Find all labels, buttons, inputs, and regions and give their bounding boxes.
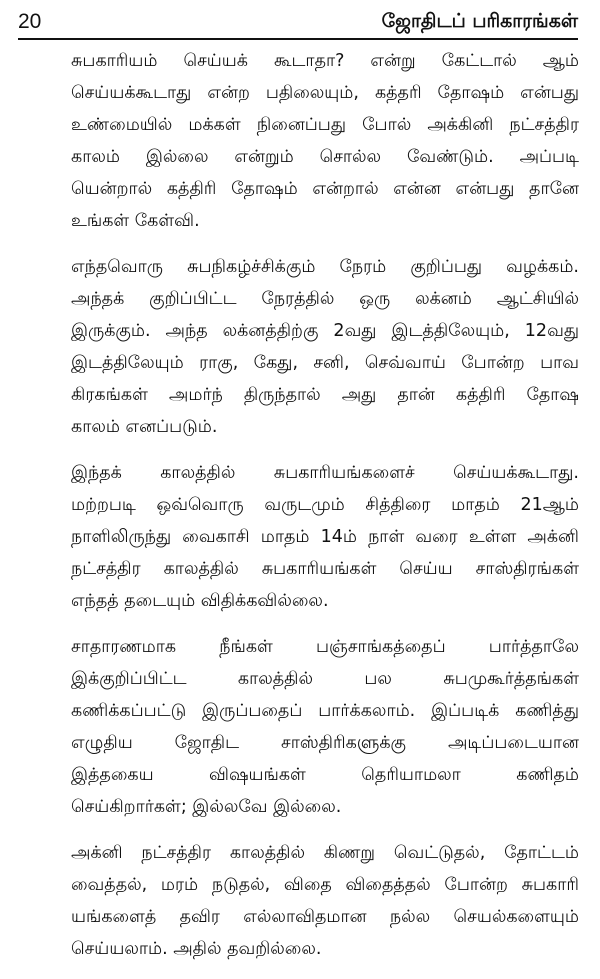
text-line: செய்யக்கூடாது என்ற பதிலையும், கத்தரி தோஷம் என்பது	[71, 83, 579, 103]
text-line: செய்யலாம். அதில் தவறில்லை.	[71, 939, 322, 959]
text-line: இருக்கும். அந்த லக்னத்திற்கு 2வது இடத்திலேயும், 12வது	[71, 321, 579, 341]
text-line: உங்கள் கேள்வி.	[71, 211, 200, 231]
text-line: இந்தக் காலத்தில் சுபகாரியங்களைச் செய்யக்கூடாது.	[71, 463, 579, 483]
page-number: 20	[18, 10, 42, 33]
text-line: உண்மையில் மக்கள் நினைப்பது போல் அக்கினி நட்சத்திர	[71, 115, 579, 135]
text-line: காலம் எனப்படும்.	[71, 417, 218, 437]
text-line: நட்சத்திர காலத்தில் சுபகாரியங்கள் செய்ய சாஸ்திரங்கள்	[71, 559, 579, 579]
text-line: சுபகாரியம் செய்யக் கூடாதா? என்று கேட்டால் ஆம்	[71, 51, 579, 71]
text-line: கணிக்கப்பட்டு இருப்பதைப் பார்க்கலாம். இப்படிக் கணித்து	[71, 701, 579, 721]
text-line: செய்கிறார்கள்; இல்லவே இல்லை.	[71, 797, 342, 817]
text-line: கிரகங்கள் அமர்ந் திருந்தால் அது தான் கத்திரி தோஷ	[71, 385, 579, 405]
text-line: எந்தவொரு சுபநிகழ்ச்சிக்கும் நேரம் குறிப்பது வழக்கம்.	[71, 257, 579, 277]
text-line: காலம் இல்லை என்றும் சொல்ல வேண்டும். அப்படி	[71, 147, 579, 167]
text-line: இடத்திலேயும் ராகு, கேது, சனி, செவ்வாய் போன்ற பாவ	[71, 353, 579, 373]
page-header	[18, 4, 578, 38]
paragraph-4	[71, 631, 579, 823]
paragraph-1	[71, 45, 579, 237]
text-line: இத்தகைய விஷயங்கள் தெரியாமலா கணிதம்	[71, 765, 579, 785]
paragraph-2	[71, 251, 579, 443]
paragraph-3	[71, 457, 579, 617]
text-line: யங்களைத் தவிர எல்லாவிதமான நல்ல செயல்களையும்	[71, 907, 579, 927]
text-line: அந்தக் குறிப்பிட்ட நேரத்தில் ஒரு லக்னம் ஆட்சியில்	[71, 289, 579, 309]
text-line: சாதாரணமாக நீங்கள் பஞ்சாங்கத்தைப் பார்த்தாலே	[71, 637, 579, 657]
text-line: எந்தத் தடையும் விதிக்கவில்லை.	[71, 591, 329, 611]
paragraph-5	[71, 837, 579, 965]
text-line: யென்றால் கத்திரி தோஷம் என்றால் என்ன என்பது தானே	[71, 179, 579, 199]
running-title: ஜோதிடப் பரிகாரங்கள்	[381, 10, 578, 32]
text-line: அக்னி நட்சத்திர காலத்தில் கிணறு வெட்டுதல், தோட்டம்	[71, 843, 579, 863]
text-line: இக்குறிப்பிட்ட காலத்தில் பல சுபமுகூர்த்தங்கள்	[71, 669, 579, 689]
text-line: மற்றபடி ஒவ்வொரு வருடமும் சித்திரை மாதம் 21ஆம்	[71, 495, 579, 515]
text-line: நாளிலிருந்து வைகாசி மாதம் 14ம் நாள் வரை உள்ள அக்னி	[71, 527, 579, 547]
text-line: வைத்தல், மரம் நடுதல், விதை விதைத்தல் போன்ற சுபகாரி	[71, 875, 579, 895]
text-line: எழுதிய ஜோதிட சாஸ்திரிகளுக்கு அடிப்படையான	[71, 733, 579, 753]
header-rule	[18, 38, 578, 40]
body-text	[71, 45, 579, 979]
